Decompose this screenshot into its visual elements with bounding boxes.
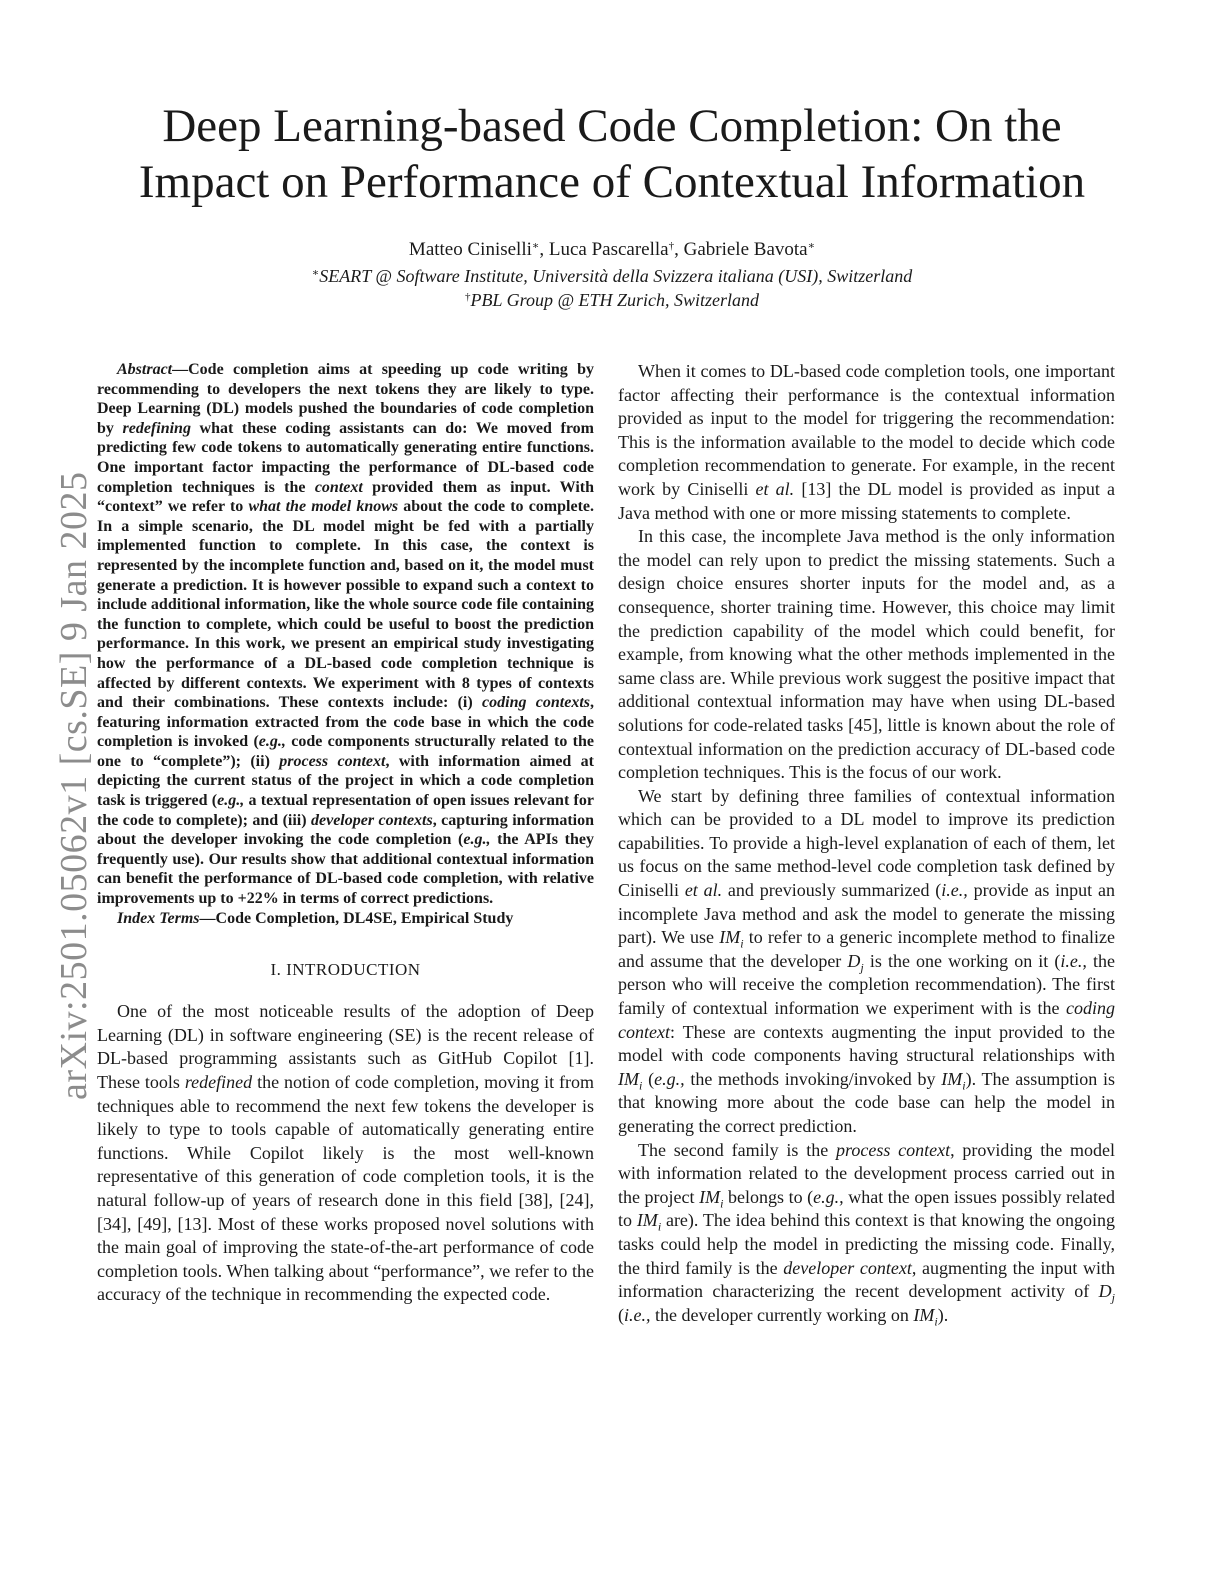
emphasis-text: process context [279,752,386,770]
math-variable: $D_j$ [847,950,864,975]
text-run: code components structurally related to the one to “complete”); (ii) [97,733,594,770]
emphasis-text: i.e., [941,880,968,901]
text-run: , capturing information about the developer invoking the code completion ( [97,811,594,849]
text-run: the methods invoking/invoked by [684,1068,942,1089]
text-run: , providing the model with information related to the development process carried out in the project [618,1139,1116,1207]
intro-paragraph-5 [618,1139,1115,1328]
emphasis-text: e.g., [217,792,245,810]
affiliation-mark: ∗ [311,267,320,279]
text-run: The second family is the [638,1139,836,1160]
left-column [97,360,594,1307]
text-run: what the open issues possibly related to [618,1186,1116,1231]
paper-title: Deep Learning-based Code Completion: On the Impact on Performance of Contextual Information [138,100,1086,208]
text-run: ). [937,1304,949,1325]
affiliation-usi [100,264,1124,288]
text-run: : These are contexts augmenting the input provided to the model with code components having structural relationships with [618,1021,1115,1066]
text-run: the APIs they frequently use). Our results show that additional contextual information can benefit the performance of DL-based code completion, with relative improvements up to +22% in terms of correct predictions. [97,831,594,908]
text-run: We start by defining three families of contextual information which can be provided to a DL model to improve its prediction capabilities. To provide a high-level explanation of each of them, let us focus on the same method-level code completion task defined by Ciniselli [618,785,1115,901]
math-variable: $IM_i$ [618,1068,643,1093]
text-run: what these coding assistants can do: We moved from predicting few code tokens to automatically generating entire functions. One important factor impacting the performance of DL-based code completion techniques is the [97,419,594,496]
affiliation-text: SEART @ Software Institute, Università della Svizzera italiana (USI), Switzerland [319,266,913,286]
emphasis-text: redefining [122,419,191,437]
index-terms-text: —Code Completion, DL4SE, Empirical Study [199,909,514,927]
abstract [97,360,594,909]
emphasis-text: what the model knows [248,498,399,516]
author-mark: † [668,240,675,252]
text-run: are). The idea behind this context is that knowing the ongoing tasks could help the model in predicting the missing code. Finally, the third family is the [618,1210,1115,1278]
author-name: Matteo Ciniselli [408,239,532,260]
math-variable: $IM_i$ [719,927,744,951]
math-variable: $IM_i$ [699,1186,724,1211]
text-run: ( [618,1304,624,1325]
text-run: a textual representation of open issues relevant for the code to complete); and (iii) [97,792,594,829]
abstract-lead: Abstract [117,361,173,378]
math-variable: $IM_i$ [636,1210,662,1234]
text-run: the notion of code completion, moving it from techniques able to recommend the next few tokens the developer is likely to type to tools capable of automatically generating entire functions. While Copilot likely is the most well-known representative of this generation of code completion tools, it is the natural follow-up of years of research done in this field [38], [24], [34], [49], [13]. Most of these works proposed novel solutions with the main goal of improving the state-of-the-art performance of code completion tools. When talking about “performance”, we refer to the accuracy of the technique in recommending the expected code. [97,1072,594,1305]
emphasis-text: coding context [618,998,1115,1042]
emphasis-text: e.g., [258,733,286,751]
text-run: One of the most noticeable results of the adoption of Deep Learning (DL) in software engineering (SE) is the recent release of DL-based programming assistants such as GitHub Copilot [1]. These tools [97,1001,594,1092]
text-run: ( [642,1068,655,1089]
text-run: [13] the DL model is provided as input a Java method with one or more missing statements to complete. [618,478,1115,523]
emphasis-text: coding contexts [482,694,590,712]
emphasis-text: developer context [783,1257,912,1278]
math-variable: $IM_i$ [941,1068,966,1093]
text-run: and previously summarized ( [722,880,942,901]
author-mark: ∗ [531,240,540,252]
index-terms [97,909,594,929]
text-run: , featuring information extracted from the code base in which the code completion is invoked ( [97,694,594,751]
text-run: , augmenting the input with information characterizing the recent development activity of [618,1257,1115,1302]
text-run: provided them as input. With “context” we refer to [97,478,595,516]
emphasis-text: et al. [755,478,795,499]
intro-paragraph-3 [618,525,1115,785]
math-variable: $D_j$ [1098,1281,1115,1305]
affiliation-mark: † [464,291,471,303]
author-list: Matteo Ciniselli∗, Luca Pascarella†, Gabriele Bavota∗ [408,239,816,260]
emphasis-text: i.e., [624,1304,651,1325]
text-run: the developer currently working on [650,1304,914,1325]
text-run: belongs to ( [723,1186,814,1207]
author-name: Gabriele Bavota [683,239,808,260]
emphasis-text: e.g., [654,1068,685,1089]
text-run: about the code to complete. In a simple scenario, the DL model might be fed with a partially implemented function to complete. In this case, the context is represented by the incomplete function and, based on it, the model must generate a prediction. It is however possible to expand such a context to include additional information, like the whole source code file containing the function to complete, which could be useful to boost the prediction performance. In this work, we present an empirical study investigating how the performance of a DL-based code completion technique is affected by different contexts. We experiment with 8 types of contexts and their combinations. These contexts include: (i) [97,498,595,712]
affiliation-eth [100,288,1124,312]
intro-paragraph-2 [618,360,1115,525]
text-run: ). The assumption is that knowing more about the code base can help the model in generating the correct prediction. [618,1068,1115,1136]
abstract-body [97,361,594,907]
right-column [618,360,1115,1327]
text-run: provide as input an incomplete Java method and ask the model to generate the missing part). We use [618,880,1115,948]
author-name: Luca Pascarella [548,239,669,260]
emphasis-text: et al. [684,880,723,901]
text-run: the person who will receive the completion recommendation). The first family of contextual information we experiment with is the [618,950,1115,1019]
text-run: —Code completion aims at speeding up code writing by recommending to developers the next tokens they are likely to type. Deep Learning (DL) models pushed the boundaries of code completion by [97,361,594,437]
intro-paragraph-1 [97,1000,594,1307]
emphasis-text: e.g., [813,1186,844,1207]
math-variable: $IM_i$ [913,1304,938,1329]
arxiv-identifier: arXiv:2501.05062v1 [cs.SE] 9 Jan 2025 [53,471,95,1100]
section-heading-introduction: I. INTRODUCTION [270,960,421,980]
affiliation-text: PBL Group @ ETH Zurich, Switzerland [470,290,760,310]
intro-paragraph-4 [618,785,1115,1139]
author-mark: ∗ [807,240,816,252]
emphasis-text: context [314,478,363,496]
text-run: , with information aimed at depicting the current status of the project in which a code completion task is triggered ( [97,752,594,810]
text-run: In this case, the incomplete Java method is the only information the model can rely upon to predict the missing statements. Such a design choice ensures shorter inputs for the model and, as a consequence, shorter training time. However, this choice may limit the prediction capability of the model which could benefit, for example, from knowing what the other methods implemented in the same class are. While previous work suggest the positive impact that additional contextual information may have when using DL-based solutions for code-related tasks [45], little is known about the role of contextual information on the prediction accuracy of DL-based code completion techniques. This is the focus of our work. [618,526,1115,783]
emphasis-text: redefined [184,1072,253,1092]
emphasis-text: e.g., [463,831,491,849]
index-terms-lead: Index Terms [117,909,200,927]
text-run: When it comes to DL-based code completion tools, one important factor affecting their performance is the contextual information provided as input to the model for triggering the recommendation: This is the information available to the model to decide which code completion recommendation to generate. For example, in the recent work by Ciniselli [618,361,1115,499]
text-run: to refer to a generic incomplete method to finalize and assume that the developer [618,927,1115,971]
emphasis-text: developer contexts [311,811,433,829]
emphasis-text: process context [836,1139,951,1160]
text-run: is the one working on it ( [863,950,1061,971]
emphasis-text: i.e., [1060,950,1087,971]
